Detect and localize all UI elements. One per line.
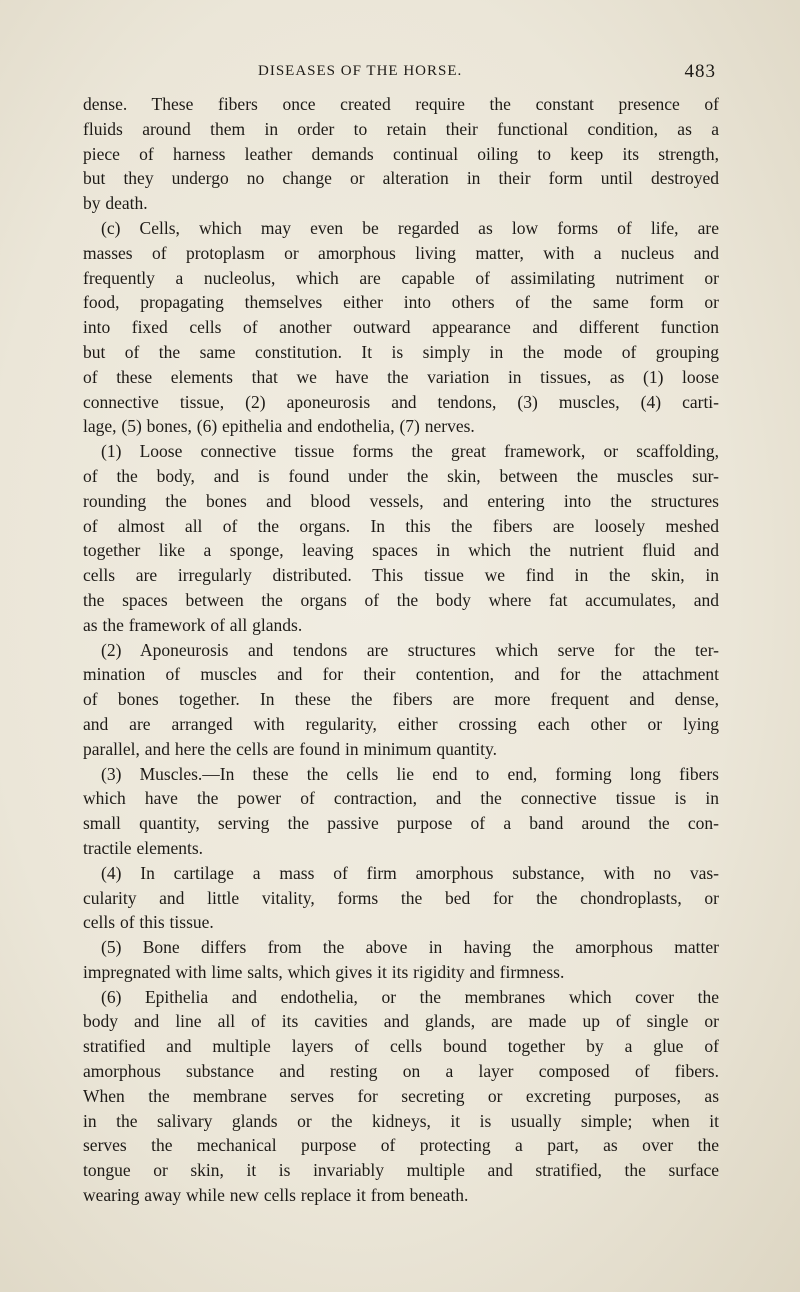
text-line: food, propagating themselves either into others of the same form or [83,292,719,313]
text-line: (3) Muscles.—In these the cells lie end to end, forming long fibers [101,763,719,784]
text-line: parallel, and here the cells are found in minimum quantity. [83,738,497,759]
text-line: of bones together. In these the fibers are more frequent and dense, [83,689,719,710]
text-line: but of the same constitution. It is simply in the mode of grouping [83,341,719,362]
text-line: body and line all of its cavities and glands, are made up of single or [83,1011,719,1032]
text-line: of the body, and is found under the skin, between the muscles sur- [83,465,719,486]
text-line: the spaces between the organs of the body where fat accumulates, and [83,589,719,610]
text-line: frequently a nucleolus, which are capable of assimilating nutriment or [83,267,719,288]
text-line: rounding the bones and blood vessels, and entering into the structures [83,490,719,511]
text-line: (c) Cells, which may even be regarded as low forms of life, are [101,217,719,238]
text-line: and are arranged with regularity, either crossing each other or lying [83,713,719,734]
text-line: When the membrane serves for secreting or excreting purposes, as [83,1085,719,1106]
text-line: piece of harness leather demands continual oiling to keep its strength, [83,143,719,164]
text-line: (2) Aponeurosis and tendons are structures which serve for the ter- [101,639,719,660]
text-line: in the salivary glands or the kidneys, it is usually simple; when it [83,1110,719,1131]
text-line: as the framework of all glands. [83,614,303,635]
text-line: mination of muscles and for their contention, and for the attachment [83,664,719,685]
text-line: tractile elements. [83,837,204,858]
text-line: dense. These fibers once created require the constant presence of [83,94,719,114]
text-line: which have the power of contraction, and the connective tissue is in [83,788,719,809]
text-line: of these elements that we have the variation in tissues, as (1) loose [83,366,719,387]
text-line: into fixed cells of another outward appearance and different function [83,317,719,338]
text-line: stratified and multiple layers of cells bound together by a glue of [83,1036,719,1057]
text-line: connective tissue, (2) aponeurosis and tendons, (3) muscles, (4) carti- [83,391,719,412]
text-line: cells are irregularly distributed. This tissue we find in the skin, in [83,565,719,586]
page-header [258,63,716,87]
text-line: by death. [83,193,148,214]
page-number: 483 [684,61,716,82]
body-text [83,92,719,1208]
text-line: (1) Loose connective tissue forms the great framework, or scaffolding, [101,441,719,462]
text-line: serves the mechanical purpose of protecting a part, as over the [83,1135,719,1156]
text-line: (4) In cartilage a mass of firm amorphous substance, with no vas- [101,862,719,883]
text-line: (5) Bone differs from the above in having the amorphous matter [101,937,719,958]
text-line: impregnated with lime salts, which gives it its rigidity and firmness. [83,961,565,982]
text-line: cells of this tissue. [83,912,214,933]
text-line: small quantity, serving the passive purpose of a band around the con- [83,813,719,834]
text-line: wearing away while new cells replace it from beneath. [83,1185,469,1206]
text-line: together like a sponge, leaving spaces in which the nutrient fluid and [83,540,719,561]
text-line: (6) Epithelia and endothelia, or the membranes which cover the [101,986,719,1007]
text-line: of almost all of the organs. In this the fibers are loosely meshed [83,515,719,536]
text-line: tongue or skin, it is invariably multiple and stratified, the surface [83,1160,719,1181]
text-line: amorphous substance and resting on a layer composed of fibers. [83,1061,719,1082]
text-line: fluids around them in order to retain their functional condition, as a [83,118,719,139]
text-line: lage, (5) bones, (6) epithelia and endothelia, (7) nerves. [83,416,475,437]
text-line: but they undergo no change or alteration in their form until destroyed [83,168,719,189]
text-line: cularity and little vitality, forms the bed for the chondroplasts, or [83,887,719,908]
running-head: DISEASES OF THE HORSE. [258,63,463,79]
text-line: masses of protoplasm or amorphous living matter, with a nucleus and [83,242,719,263]
